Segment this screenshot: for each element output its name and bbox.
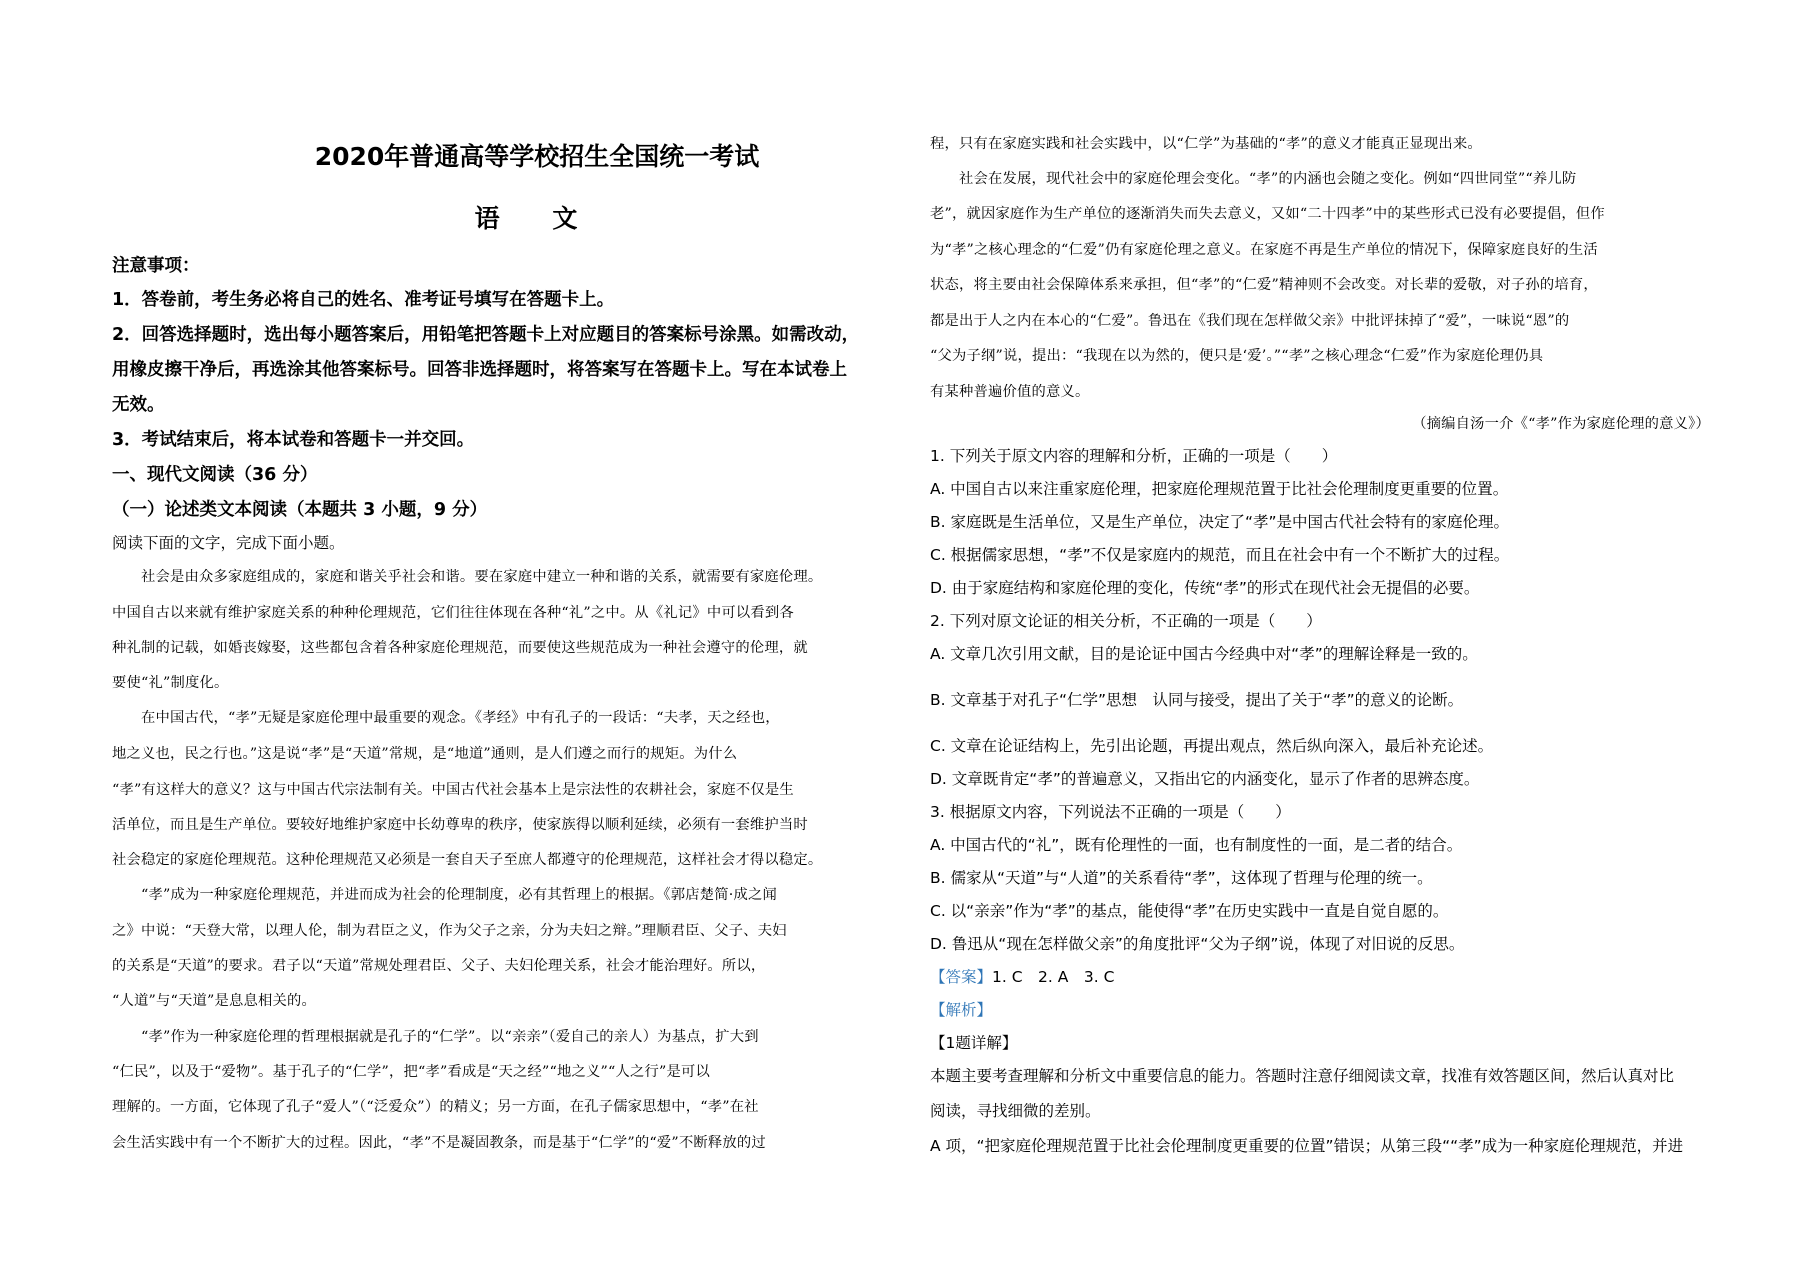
notice-item: 1．答卷前，考生务必将自己的姓名、准考证号填写在答题卡上。 <box>112 290 615 310</box>
notice-item: 2．回答选择题时，选出每小题答案后，用铅笔把答题卡上对应题目的答案标号涂黑。如需改动， <box>112 325 860 345</box>
notice-item: 无效。 <box>112 395 165 415</box>
question-option: C. 以“亲亲”作为“孝”的基点，能使得“孝”在历史实践中一直是自觉自愿的。 <box>930 902 1449 920</box>
analysis-line: 本题主要考查理解和分析文中重要信息的能力。答题时注意仔细阅读文章，找准有效答题区间，然后认真对比 <box>930 1067 1675 1085</box>
passage-line: 社会是由众多家庭组成的，家庭和谐关乎社会和谐。要在家庭中建立一种和谐的关系，就需要有家庭伦理。 <box>112 569 823 585</box>
analysis-label: 【解析】 <box>930 1001 993 1019</box>
notice-item: 3．考试结束后，将本试卷和答题卡一并交回。 <box>112 430 475 450</box>
question-option: B. 儒家从“天道”与“人道”的关系看待“孝”，这体现了哲理与伦理的统一。 <box>930 869 1433 887</box>
passage-line: 程，只有在家庭实践和社会实践中，以“仁学”为基础的“孝”的意义才能真正显现出来。 <box>930 136 1482 152</box>
passage-line: “父为子纲”说，提出：“我现在以为然的，便只是‘爱’。”“孝”之核心理念“仁爱”作为家庭伦理仍具 <box>930 348 1544 364</box>
question-option: A. 中国古代的“礼”，既有伦理性的一面，也有制度性的一面，是二者的结合。 <box>930 836 1463 854</box>
passage-line: 地之义也，民之行也。”这是说“孝”是“天道”常规，是“地道”通则，是人们遵之而行的规矩。为什么 <box>112 746 738 762</box>
passage-line: 的关系是“天道”的要求。君子以“天道”常规处理君臣、父子、夫妇伦理关系，社会才能治理好。所以， <box>112 958 766 974</box>
answer-row <box>930 967 1114 987</box>
passage-line: “人道”与“天道”是息息相关的。 <box>112 993 316 1009</box>
passage-line: 为“孝”之核心理念的“仁爱”仍有家庭伦理之意义。在家庭不再是生产单位的情况下，保障家庭良好的生活 <box>930 242 1598 258</box>
question-option: D. 鲁迅从“现在怎样做父亲”的角度批评“父为子纲”说，体现了对旧说的反思。 <box>930 935 1465 953</box>
passage-line: “孝”作为一种家庭伦理的哲理根据就是孔子的“仁学”。以“亲亲”（爱自己的亲人）为基点，扩大到 <box>112 1029 759 1045</box>
answer-value: 1. C 2. A 3. C <box>992 968 1115 986</box>
question-option: C. 根据儒家思想，“孝”不仅是家庭内的规范，而且在社会中有一个不断扩大的过程。 <box>930 546 1510 564</box>
passage-line: “仁民”，以及于“爱物”。基于孔子的“仁学”，把“孝”看成是“天之经”“地之义”“人之行”是可以 <box>112 1064 711 1080</box>
question-option: D. 由于家庭结构和家庭伦理的变化，传统“孝”的形式在现代社会无提倡的必要。 <box>930 579 1480 597</box>
question-option: D. 文章既肯定“孝”的普遍意义，又指出它的内涵变化，显示了作者的思辨态度。 <box>930 770 1480 788</box>
notice-heading: 注意事项： <box>112 256 200 276</box>
subject-title: 语 文 <box>474 204 600 233</box>
passage-line: 要使“礼”制度化。 <box>112 675 229 691</box>
passage-line: 老”，就因家庭作为生产单位的逐渐消失而失去意义，又如“二十四孝”中的某些形式已没有必要提倡，但作 <box>930 206 1605 222</box>
passage-line: 状态，将主要由社会保障体系来承担，但“孝”的“仁爱”精神则不会改变。对长辈的爱敬，对子孙的培育， <box>930 277 1598 293</box>
passage-line: 活单位，而且是生产单位。要较好地维护家庭中长幼尊卑的秩序，使家族得以顺利延续，必须有一套维护当时 <box>112 817 808 833</box>
question-option: C. 文章在论证结构上，先引出论题，再提出观点，然后纵向深入，最后补充论述。 <box>930 737 1494 755</box>
question-option: A. 文章几次引用文献，目的是论证中国古今经典中对“孝”的理解诠释是一致的。 <box>930 645 1478 663</box>
passage-line: 理解的。一方面，它体现了孔子“爱人”（“泛爱众”）的精义；另一方面，在孔子儒家思想中，“孝”在社 <box>112 1099 759 1115</box>
passage-line: 中国自古以来就有维护家庭关系的种种伦理规范，它们往往体现在各种“礼”之中。从《礼记》中可以看到各 <box>112 605 794 621</box>
question-stem: 2. 下列对原文论证的相关分析，不正确的一项是（ ） <box>930 612 1322 630</box>
passage-line: 有某种普遍价值的意义。 <box>930 384 1090 400</box>
passage-line: “孝”成为一种家庭伦理规范，并进而成为社会的伦理制度，必有其哲理上的根据。《郭店楚简·成之闻 <box>112 887 777 903</box>
analysis-line: A 项，“把家庭伦理规范置于比社会伦理制度更重要的位置”错误；从第三段““孝”成为一种家庭伦理规范，并进 <box>930 1137 1684 1155</box>
analysis-detail-label: 【1题详解】 <box>930 1034 1018 1052</box>
analysis-line: 阅读，寻找细微的差别。 <box>930 1102 1101 1120</box>
passage-line: 社会稳定的家庭伦理规范。这种伦理规范又必须是一套自天子至庶人都遵守的伦理规范，这样社会才得以稳定。 <box>112 852 823 868</box>
question-option: B. 文章基于对孔子“仁学”思想 认同与接受，提出了关于“孝”的意义的论断。 <box>930 691 1464 709</box>
passage-line: “孝”有这样大的意义？这与中国古代宗法制有关。中国古代社会基本上是宗法性的农耕社会，家庭不仅是生 <box>112 782 794 798</box>
passage-line: 社会在发展，现代社会中的家庭伦理会变化。“孝”的内涵也会随之变化。例如“四世同堂”“养儿防 <box>930 171 1577 187</box>
section-heading: 一、现代文阅读（36 分） <box>112 465 318 485</box>
answer-label: 【答案】 <box>930 968 993 986</box>
passage-line: 种礼制的记载，如婚丧嫁娶，这些都包含着各种家庭伦理规范，而要使这些规范成为一种社会遵守的伦理，就 <box>112 640 808 656</box>
subsection-heading: （一）论述类文本阅读（本题共 3 小题，9 分） <box>112 500 488 520</box>
passage-line: 之》中说：“天登大常，以理人伦，制为君臣之义，作为父子之亲，分为夫妇之辩。”理顺君臣、父子、夫妇 <box>112 923 787 939</box>
notice-item: 用橡皮擦干净后，再选涂其他答案标号。回答非选择题时，将答案写在答题卡上。写在本试卷上 <box>112 360 847 380</box>
source-citation: （摘编自汤一介《“孝”作为家庭伦理的意义》） <box>1412 416 1710 432</box>
question-option: A. 中国自古以来注重家庭伦理，把家庭伦理规范置于比社会伦理制度更重要的位置。 <box>930 480 1509 498</box>
question-stem: 1. 下列关于原文内容的理解和分析，正确的一项是（ ） <box>930 447 1338 465</box>
passage-line: 在中国古代，“孝”无疑是家庭伦理中最重要的观念。《孝经》中有孔子的一段话：“夫孝，天之经也， <box>112 710 780 726</box>
passage-line: 都是出于人之内在本心的“仁爱”。鲁迅在《我们现在怎样做父亲》中批评抹掉了“爱”，一味说“恩”的 <box>930 313 1570 329</box>
passage-line: 会生活实践中有一个不断扩大的过程。因此，“孝”不是凝固教条，而是基于“仁学”的“爱”不断释放的过 <box>112 1135 766 1151</box>
reading-instruction: 阅读下面的文字，完成下面小题。 <box>112 534 345 552</box>
exam-title: 2020年普通高等学校招生全国统一考试 <box>314 142 760 171</box>
question-stem: 3. 根据原文内容，下列说法不正确的一项是（ ） <box>930 803 1291 821</box>
question-option: B. 家庭既是生活单位，又是生产单位，决定了“孝”是中国古代社会特有的家庭伦理。 <box>930 513 1510 531</box>
